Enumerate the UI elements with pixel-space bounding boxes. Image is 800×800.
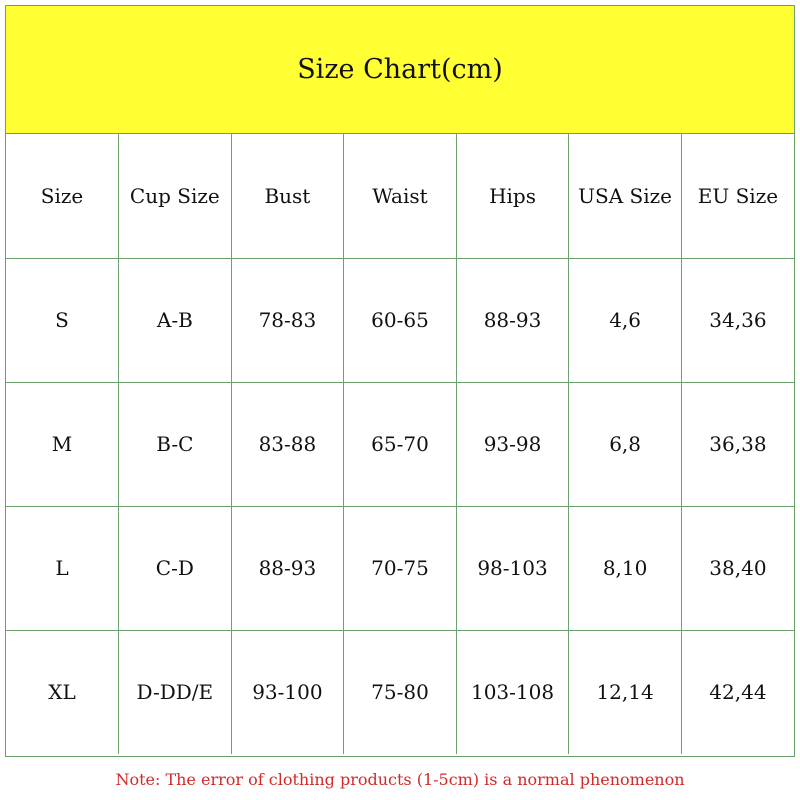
cell-size: M [6, 382, 119, 506]
cell-cup-size: C-D [119, 506, 232, 630]
header-bust: Bust [231, 134, 344, 258]
header-cup-size: Cup Size [119, 134, 232, 258]
cell-size: S [6, 258, 119, 382]
cell-size: L [6, 506, 119, 630]
header-usa-size: USA Size [569, 134, 682, 258]
cell-eu-size: 38,40 [681, 506, 794, 630]
size-table [6, 134, 794, 754]
cell-hips: 93-98 [456, 382, 569, 506]
cell-cup-size: B-C [119, 382, 232, 506]
cell-bust: 93-100 [231, 630, 344, 754]
cell-usa-size: 6,8 [569, 382, 682, 506]
cell-waist: 60-65 [344, 258, 457, 382]
cell-waist: 75-80 [344, 630, 457, 754]
table-row [6, 630, 794, 754]
cell-usa-size: 12,14 [569, 630, 682, 754]
cell-hips: 103-108 [456, 630, 569, 754]
cell-usa-size: 8,10 [569, 506, 682, 630]
cell-waist: 70-75 [344, 506, 457, 630]
table-row [6, 382, 794, 506]
cell-usa-size: 4,6 [569, 258, 682, 382]
cell-bust: 78-83 [231, 258, 344, 382]
cell-cup-size: D-DD/E [119, 630, 232, 754]
header-eu-size: EU Size [681, 134, 794, 258]
cell-eu-size: 36,38 [681, 382, 794, 506]
header-waist: Waist [344, 134, 457, 258]
header-size: Size [6, 134, 119, 258]
error-note: Note: The error of clothing products (1-5cm) is a normal phenomenon [115, 770, 685, 789]
header-row [6, 134, 794, 258]
header-hips: Hips [456, 134, 569, 258]
chart-title: Size Chart(cm) [6, 6, 794, 134]
cell-hips: 88-93 [456, 258, 569, 382]
cell-waist: 65-70 [344, 382, 457, 506]
cell-bust: 83-88 [231, 382, 344, 506]
table-row [6, 506, 794, 630]
cell-cup-size: A-B [119, 258, 232, 382]
table-row [6, 258, 794, 382]
cell-bust: 88-93 [231, 506, 344, 630]
cell-eu-size: 34,36 [681, 258, 794, 382]
cell-eu-size: 42,44 [681, 630, 794, 754]
size-chart [5, 5, 795, 757]
cell-size: XL [6, 630, 119, 754]
cell-hips: 98-103 [456, 506, 569, 630]
